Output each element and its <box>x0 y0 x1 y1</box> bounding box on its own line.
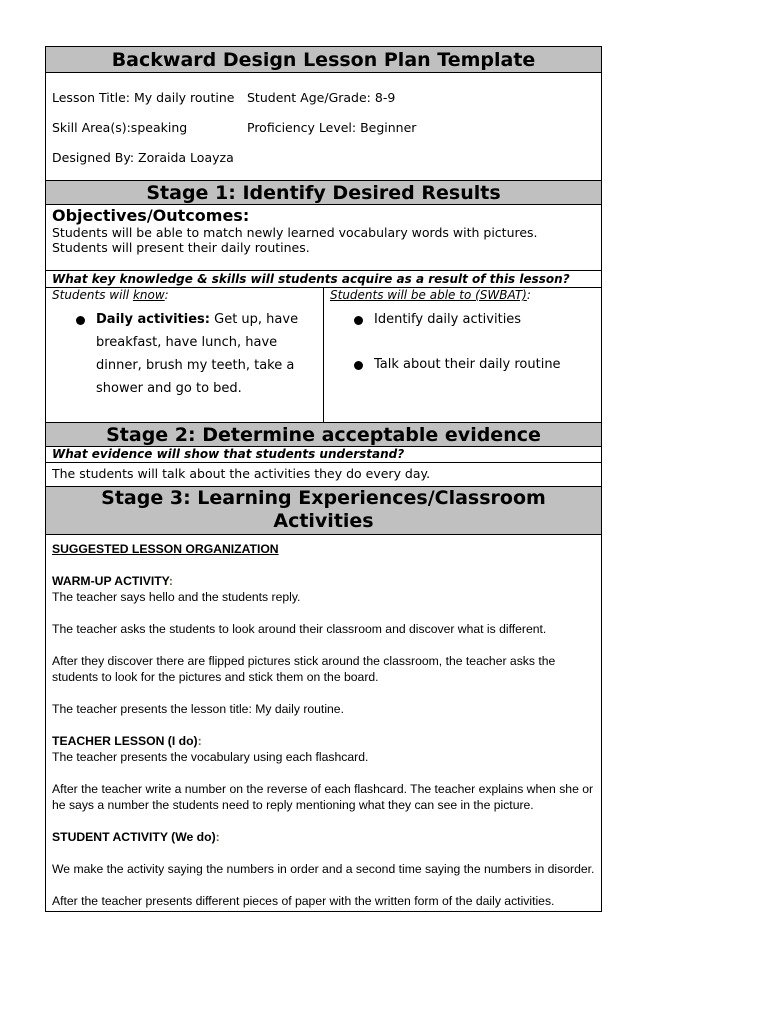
student-age-grade: Student Age/Grade: 8-9 <box>247 90 396 105</box>
bullet-icon <box>354 316 363 325</box>
activity-text: We make the activity saying the numbers in order and a second time saying the numbers in disorder. <box>52 862 595 876</box>
warmup-label: WARM-UP ACTIVITY <box>52 574 169 588</box>
stage3-heading-line: Stage 3: Learning Experiences/Classroom <box>101 487 546 509</box>
swbat-heading: Students will be able to (SWBAT): <box>330 288 531 302</box>
skill-areas: Skill Area(s):speaking <box>52 120 188 135</box>
organization-title: SUGGESTED LESSON ORGANIZATION <box>52 542 279 556</box>
stage3-heading-line: Activities <box>273 510 374 532</box>
activity-text: The teacher says hello and the students reply. <box>52 590 301 604</box>
lesson-info-block <box>46 73 601 180</box>
students-will-know-column <box>46 288 324 422</box>
objectives-section <box>46 205 601 271</box>
objective-line: Students will present their daily routines. <box>52 240 310 255</box>
designed-by: Designed By: Zoraida Loayza <box>52 150 234 165</box>
stage3-heading <box>46 486 601 535</box>
teacher-lesson-label: TEACHER LESSON (I do) <box>52 734 198 748</box>
evidence-question: What evidence will show that students understand? <box>46 447 601 463</box>
know-heading: Students will know: <box>52 288 169 302</box>
activity-text: After the teacher write a number on the reverse of each flashcard. The teacher explains when she or he says a number the students need to reply mentioning what they can see in the picture. <box>52 782 594 812</box>
swbat-item: Identify daily activities <box>330 308 595 331</box>
swbat-column <box>324 288 601 422</box>
bullet-icon <box>76 316 85 325</box>
activity-text: After they discover there are flipped pictures stick around the classroom, the teacher asks the students to look for the pictures and stick them on the board. <box>52 654 556 684</box>
teacher-lesson-section: TEACHER LESSON (I do): The teacher presents the vocabulary using each flashcard. After the teacher write a number on the reverse of each flashcard. The teacher explains when she or he says a number the students need to reply mentioning what they can see in the picture. <box>52 734 594 812</box>
student-activity-label: STUDENT ACTIVITY (We do) <box>52 830 216 844</box>
bullet-icon <box>354 361 363 370</box>
stage2-heading: Stage 2: Determine acceptable evidence <box>46 422 601 447</box>
objective-line: Students will be able to match newly learned vocabulary words with pictures. <box>52 225 538 240</box>
evidence-answer: The students will talk about the activities they do every day. <box>52 466 431 481</box>
know-item: Daily activities: Get up, have breakfast, have lunch, have dinner, brush my teeth, take a shower and go to bed. <box>52 308 317 400</box>
swbat-item: Talk about their daily routine <box>330 353 595 376</box>
student-activity-section: STUDENT ACTIVITY (We do): We make the activity saying the numbers in order and a second time saying the numbers in disorder. After the teacher presents different pieces of paper with the written form of the daily activities. <box>52 830 595 908</box>
activity-text: The teacher presents the lesson title: My daily routine. <box>52 702 344 716</box>
warmup-section: WARM-UP ACTIVITY: The teacher says hello and the students reply. The teacher asks the students to look around their classroom and discover what is different. After they discover there are flipped pictures stick around the classroom, the teacher asks the students to look for the pictures and stick them on the board. The teacher presents the lesson title: My daily routine. <box>52 573 595 717</box>
lesson-organization <box>46 535 601 911</box>
stage1-heading: Stage 1: Identify Desired Results <box>46 180 601 205</box>
lesson-plan-document <box>45 46 602 912</box>
document-title: Backward Design Lesson Plan Template <box>46 47 601 73</box>
activity-text: The teacher presents the vocabulary using each flashcard. <box>52 750 369 764</box>
activity-text: The teacher asks the students to look around their classroom and discover what is different. <box>52 622 547 636</box>
proficiency-level: Proficiency Level: Beginner <box>247 120 417 135</box>
key-knowledge-question: What key knowledge & skills will students acquire as a result of this lesson? <box>46 271 601 288</box>
lesson-title: Lesson Title: My daily routine <box>52 90 235 105</box>
know-swbat-table <box>46 288 601 422</box>
activity-text: After the teacher presents different pieces of paper with the written form of the daily activities. <box>52 894 555 908</box>
objectives-title: Objectives/Outcomes: <box>52 206 250 225</box>
